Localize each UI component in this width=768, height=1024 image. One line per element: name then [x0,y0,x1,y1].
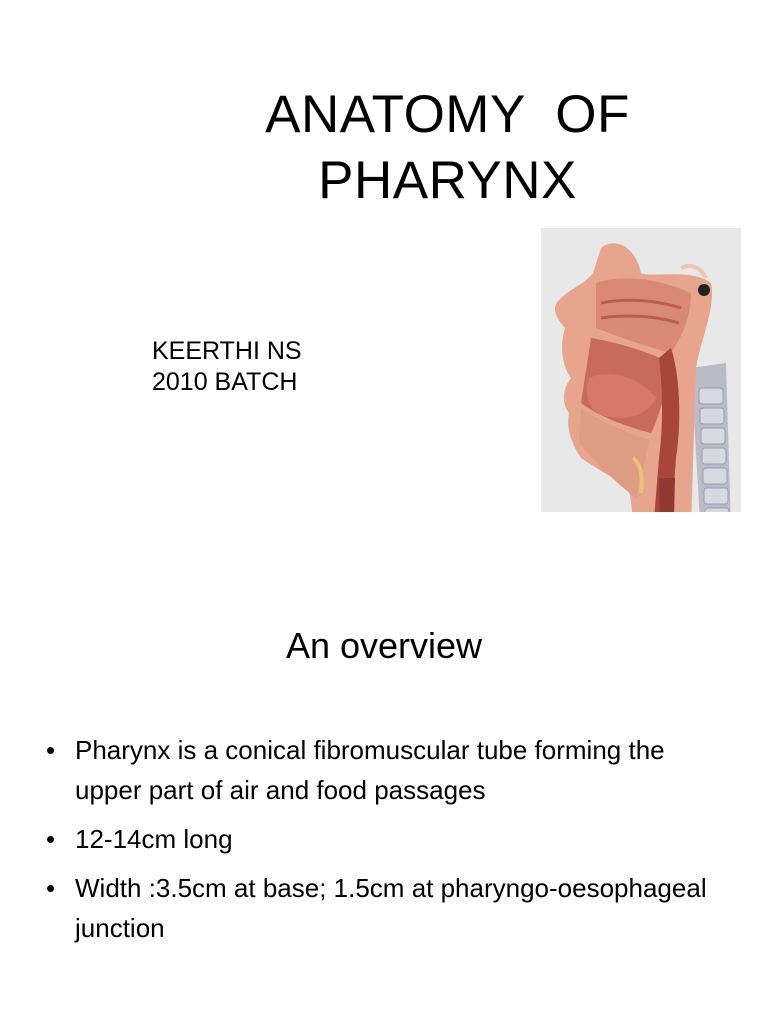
bullet-marker: • [46,873,56,903]
author-batch: 2010 BATCH [152,368,298,396]
bullet-marker: • [46,735,56,765]
bullet-item [46,868,726,948]
author-block [152,336,302,398]
slide-overview [0,512,768,1024]
title-line-1: ANATOMY OF [265,85,630,144]
sagittal-head-model-illustration [541,228,741,512]
bullet-item [46,730,726,810]
bullet-text: 12-14cm long [75,824,233,854]
slide-title-heading [210,82,685,214]
bullet-text: Width :3.5cm at base; 1.5cm at pharyngo-oesophageal junction [75,873,707,943]
overview-title: An overview [285,625,483,666]
title-line-2: PHARYNX [318,151,577,210]
author-name: KEERTHI NS [152,337,302,365]
bullet-marker: • [46,824,56,854]
bullet-item [46,819,726,859]
bullet-text: Pharynx is a conical fibromuscular tube forming the upper part of air and food passages [75,735,665,805]
pharynx-model-image [541,228,741,512]
overview-bullet-list [46,730,726,957]
